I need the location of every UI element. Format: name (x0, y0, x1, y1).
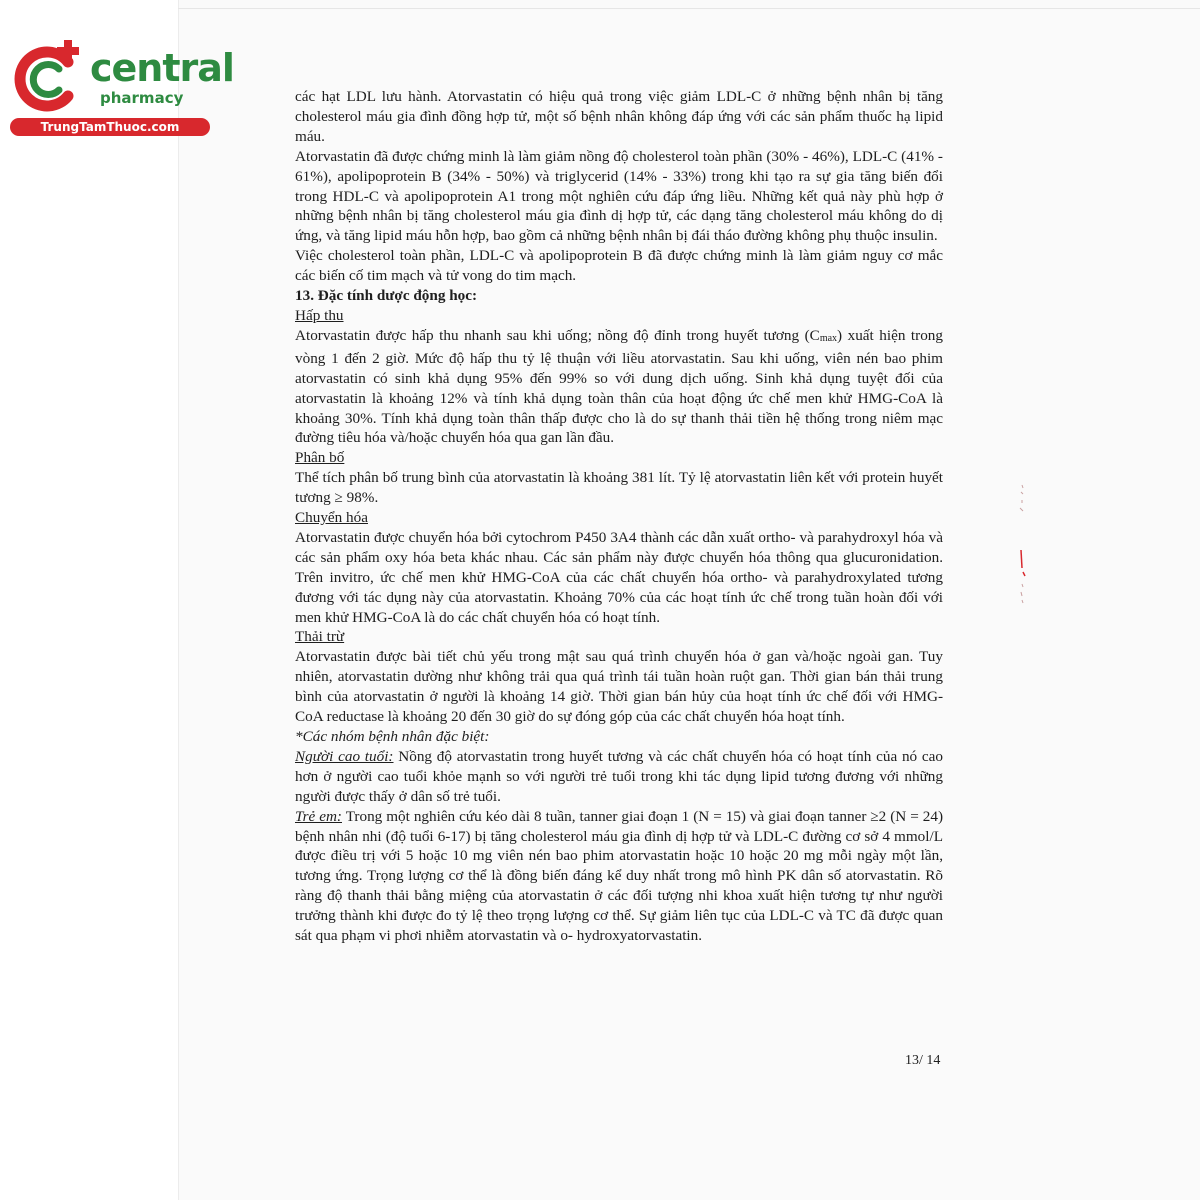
subsection-title: Phân bố (295, 449, 345, 467)
elderly-text: Nồng độ atorvastatin trong huyết tương và các chất chuyển hóa có hoạt tính của nó cao hơn ở người cao tuổi khỏe mạnh so với người trẻ tuổi trong khi tác dụng lipid tương đương với những người được thấy ở dân số trẻ tuổi. (295, 747, 943, 805)
special-groups-title: *Các nhóm bệnh nhân đặc biệt: (295, 728, 490, 745)
paragraph: Atorvastatin được bài tiết chủ yếu trong mật sau quá trình chuyển hóa ở gan và/hoặc ngoài gan. Tuy nhiên, atorvastatin dường như không trải qua quá trình tái tuần hoàn ruột gan. Thời gian bán thải trung bình của atorvastatin ở người là khoảng 14 giờ. Thời gian bán hủy của hoạt tính ức chế đối với HMG-CoA reductase là khoảng 20 đến 30 giờ do sự đóng góp của các chất chuyển hóa hoạt tính. (295, 648, 943, 726)
paragraph: Atorvastatin đã được chứng minh là làm giảm nồng độ cholesterol toàn phần (30% - 46%), LDL-C (41% - 61%), apolipoprotein B (34% - 50%) và triglycerid (14% - 33%) trong khi tạo ra sự gia tăng biến đổi trong HDL-C và apolipoprotein A1 trong một nghiên cứu đáp ứng liều. Những kết quả này phù hợp ở những bệnh nhân bị tăng cholesterol máu gia đình dị hợp tử, các dạng tăng cholesterol máu không do dị ứng, và tăng lipid máu hỗn hợp, bao gồm cả những bệnh nhân bị đái tháo đường không phụ thuộc insulin. (295, 147, 943, 245)
paragraph: Thể tích phân bố trung bình của atorvastatin là khoảng 381 lít. Tỷ lệ atorvastatin liên kết với protein huyết tương ≥ 98%. (295, 469, 943, 507)
paragraph (295, 807, 943, 946)
elderly-label: Người cao tuổi: (295, 747, 394, 765)
subsection-title: Chuyển hóa (295, 509, 368, 527)
page-number: 13/ 14 (905, 1053, 941, 1068)
subsection-title: Thải trừ (295, 628, 345, 646)
subscript-max: max (819, 332, 838, 344)
central-pharmacy-logo[interactable] (10, 38, 234, 138)
children-text: Trong một nghiên cứu kéo dài 8 tuần, tanner giai đoạn 1 (N = 15) và giai đoạn tanner ≥2 (N = 24) bệnh nhân nhi (độ tuổi 6-17) bị tăng cholesterol máu gia đình dị hợp tử và LDL-C đường cơ sở 4 mmol/L được điều trị với 5 hoặc 10 mg viên nén bao phim atorvastatin hoặc 10 hoặc 20 mg mỗi ngày một lần, tương ứng. Trọng lượng cơ thể là đồng biến đáng kể duy nhất trong mô hình PK dân số atorvastatin. Rõ ràng độ thanh thải bằng miệng của atorvastatin ở các đối tượng nhi khoa xuất hiện tương tự như người trưởng thành khi được đo tỷ lệ theo trọng lượng cơ thể. Sự giảm liên tục của LDL-C và TC đã được quan sát qua phạm vi phơi nhiễm atorvastatin và o- hydroxyatorvastatin. (295, 807, 944, 945)
paragraph (295, 747, 943, 807)
document-body (295, 87, 943, 946)
subsection-title: Hấp thu (295, 306, 344, 324)
paragraph (295, 326, 943, 448)
brand-url-link[interactable]: TrungTamThuoc.com (10, 118, 210, 136)
section-heading: 13. Đặc tính dược động học: (295, 287, 478, 305)
paragraph: Việc cholesterol toàn phần, LDL-C và apolipoprotein B đã được chứng minh là làm giảm nguy cơ mắc các biến cố tim mạch và tử vong do tim mạch. (295, 247, 943, 285)
children-label: Trẻ em: (295, 807, 342, 825)
margin-stamp-marks (1012, 480, 1032, 610)
brand-subtitle: pharmacy (100, 89, 184, 107)
brand-name: central (90, 46, 234, 90)
paragraph: Atorvastatin được chuyển hóa bởi cytochrom P450 3A4 thành các dẫn xuất ortho- và parahydroxyl hóa và các sản phẩm oxy hóa beta khác nhau. Các sản phẩm này được chuyển hóa thông qua glucuronidation. Trên invitro, ức chế men khử HMG-CoA của các chất chuyển hóa ortho- và parahydroxylated tương đương với tác dụng này của atorvastatin. Khoảng 70% của các hoạt tính ức chế trong tuần hoàn đối với men khử HMG-CoA là do các chất chuyển hóa có hoạt tính. (295, 528, 943, 626)
absorption-text-a: Atorvastatin được hấp thu nhanh sau khi uống; nồng độ đỉnh trong huyết tương (C (295, 326, 820, 344)
scan-edge-line (178, 8, 1200, 9)
pharmacy-cross-icon (10, 38, 90, 118)
absorption-text-b: ) xuất hiện trong vòng 1 đến 2 giờ. Mức độ hấp thu tỷ lệ thuận với liều atorvastatin. Sau khi uống, viên nén bao phim atorvastatin có sinh khả dụng 95% đến 99% so với dung dịch uống. Sinh khả dụng tuyệt đối của atorvastatin là khoảng 12% và tính khả dụng toàn thân của hoạt động ức chế men khử HMG-CoA là khoảng 30%. Tính khả dụng toàn thân thấp được cho là do sự thanh thải tiền hệ thống trong niêm mạc đường tiêu hóa và/hoặc chuyển hóa qua gan lần đầu. (295, 326, 943, 447)
paragraph: các hạt LDL lưu hành. Atorvastatin có hiệu quả trong việc giảm LDL-C ở những bệnh nhân bị tăng cholesterol máu gia đình đồng hợp tử, một số bệnh nhân không đáp ứng với các sản phẩm thuốc hạ lipid máu. (295, 88, 943, 145)
